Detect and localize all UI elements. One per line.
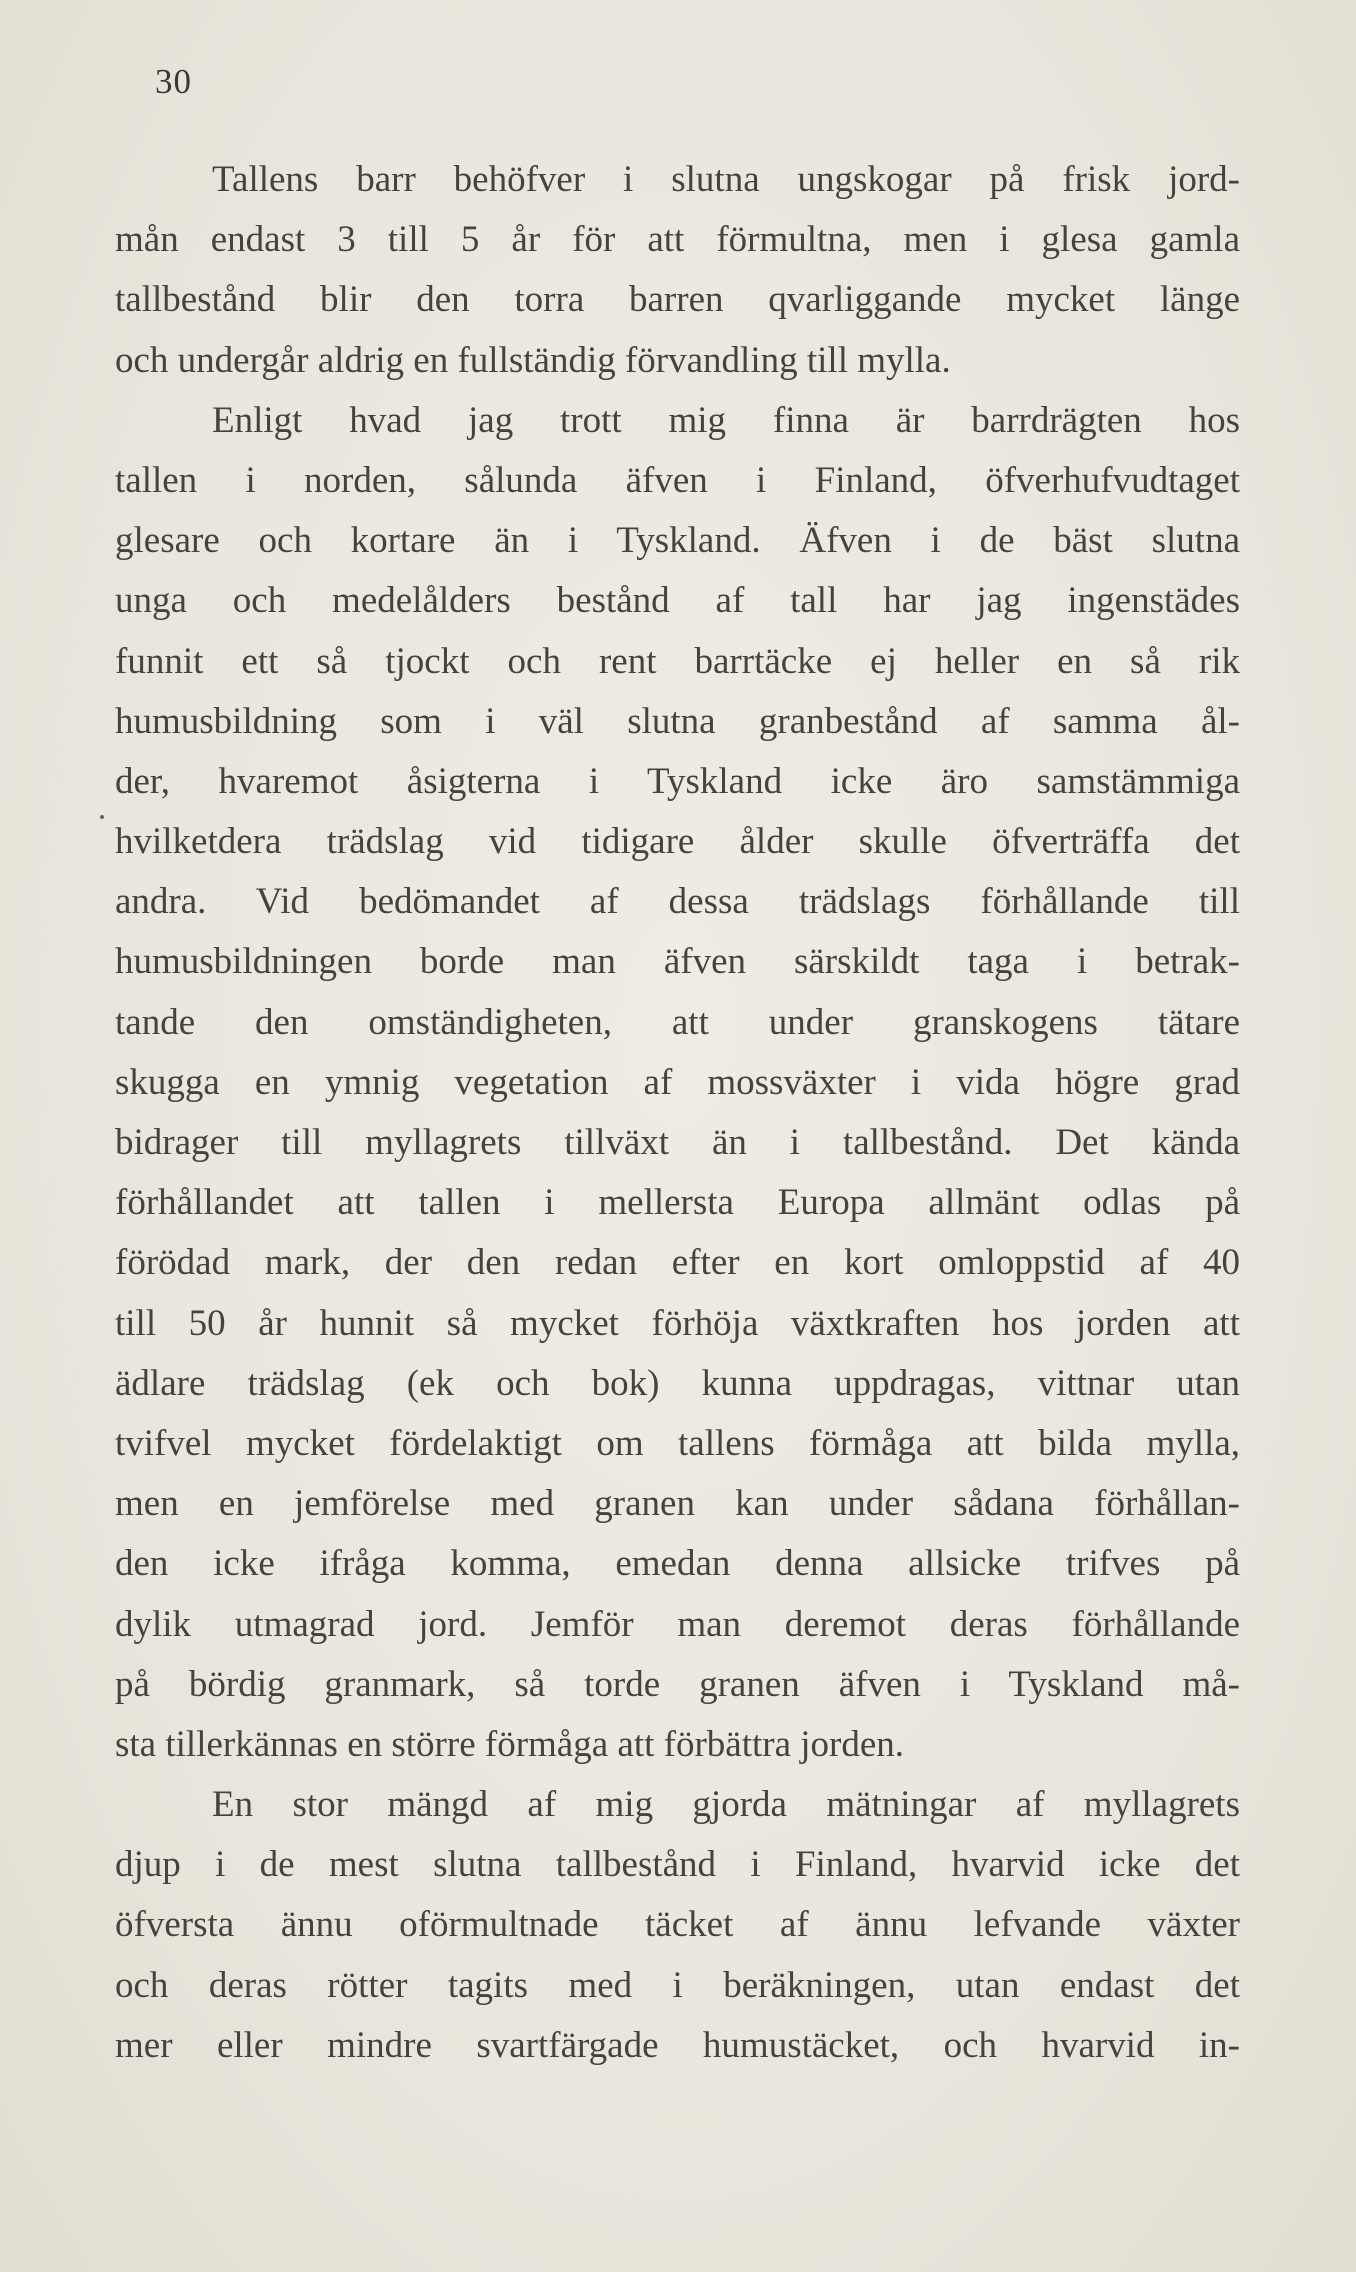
page-number: 30 — [155, 62, 192, 101]
text-line: glesare och kortare än i Tyskland. Äfven i de bäst slutna — [115, 520, 1240, 562]
text-line: tallen i norden, sålunda äfven i Finland, öfverhufvudtaget — [115, 459, 1240, 501]
text-line: dylik utmagrad jord. Jemför man deremot deras förhållande — [115, 1603, 1240, 1645]
text-line: der, hvaremot åsigterna i Tyskland icke äro samstämmiga — [115, 760, 1240, 802]
text-line: mån endast 3 till 5 år för att förmultna, men i glesa gamla — [115, 219, 1240, 261]
text-line: bidrager till myllagrets tillväxt än i tallbestånd. Det kända — [115, 1122, 1240, 1163]
text-line: och deras rötter tagits med i beräkningen, utan endast det — [115, 1964, 1240, 2006]
text-line: på bördig granmark, så torde granen äfven i Tyskland må- — [115, 1663, 1240, 1705]
text-line: unga och medelålders bestånd af tall har jag ingenstädes — [115, 580, 1240, 622]
text-line: men en jemförelse med granen kan under sådana förhållan- — [115, 1483, 1240, 1525]
text-line: hvilketdera trädslag vid tidigare ålder skulle öfverträffa det — [115, 821, 1240, 863]
text-line: den icke ifråga komma, emedan denna allsicke trifves på — [115, 1543, 1240, 1585]
text-line: tvifvel mycket fördelaktigt om tallens förmåga att bilda mylla, — [115, 1422, 1240, 1464]
text-line: tallbestånd blir den torra barren qvarliggande mycket länge — [115, 279, 1240, 321]
text-line: andra. Vid bedömandet af dessa trädslags förhållande till — [115, 881, 1240, 923]
body-text — [115, 150, 1240, 2076]
text-line: förödad mark, der den redan efter en kort omloppstid af 40 — [115, 1242, 1240, 1284]
text-line: ädlare trädslag (ek och bok) kunna uppdragas, vittnar utan — [115, 1362, 1240, 1404]
text-line: humusbildning som i väl slutna granbestånd af samma ål- — [115, 700, 1240, 742]
text-line: sta tillerkännas en större förmåga att förbättra jorden. — [115, 1723, 905, 1765]
text-line: En stor mängd af mig gjorda mätningar af myllagrets — [212, 1784, 1240, 1826]
text-line: tande den omständigheten, att under granskogens tätare — [115, 1001, 1240, 1043]
ink-speck — [100, 815, 104, 819]
text-line: Tallens barr behöfver i slutna ungskogar på frisk jord- — [212, 159, 1240, 200]
text-line: humusbildningen borde man äfven särskildt taga i betrak- — [115, 941, 1240, 983]
text-line: förhållandet att tallen i mellersta Europa allmänt odlas på — [115, 1182, 1240, 1224]
text-line: öfversta ännu oförmultnade täcket af ännu lefvande växter — [115, 1904, 1240, 1946]
text-line: djup i de mest slutna tallbestånd i Finland, hvarvid icke det — [115, 1844, 1240, 1886]
text-line: funnit ett så tjockt och rent barrtäcke ej heller en så rik — [115, 640, 1240, 682]
text-line: skugga en ymnig vegetation af mossväxter i vida högre grad — [115, 1061, 1240, 1103]
text-line: till 50 år hunnit så mycket förhöja växtkraften hos jorden att — [115, 1302, 1240, 1344]
text-line: och undergår aldrig en fullständig förvandling till mylla. — [115, 339, 951, 381]
text-line: Enligt hvad jag trott mig finna är barrdrägten hos — [212, 399, 1240, 441]
text-line: mer eller mindre svartfärgade humustäcket, och hvarvid in- — [115, 2024, 1240, 2066]
